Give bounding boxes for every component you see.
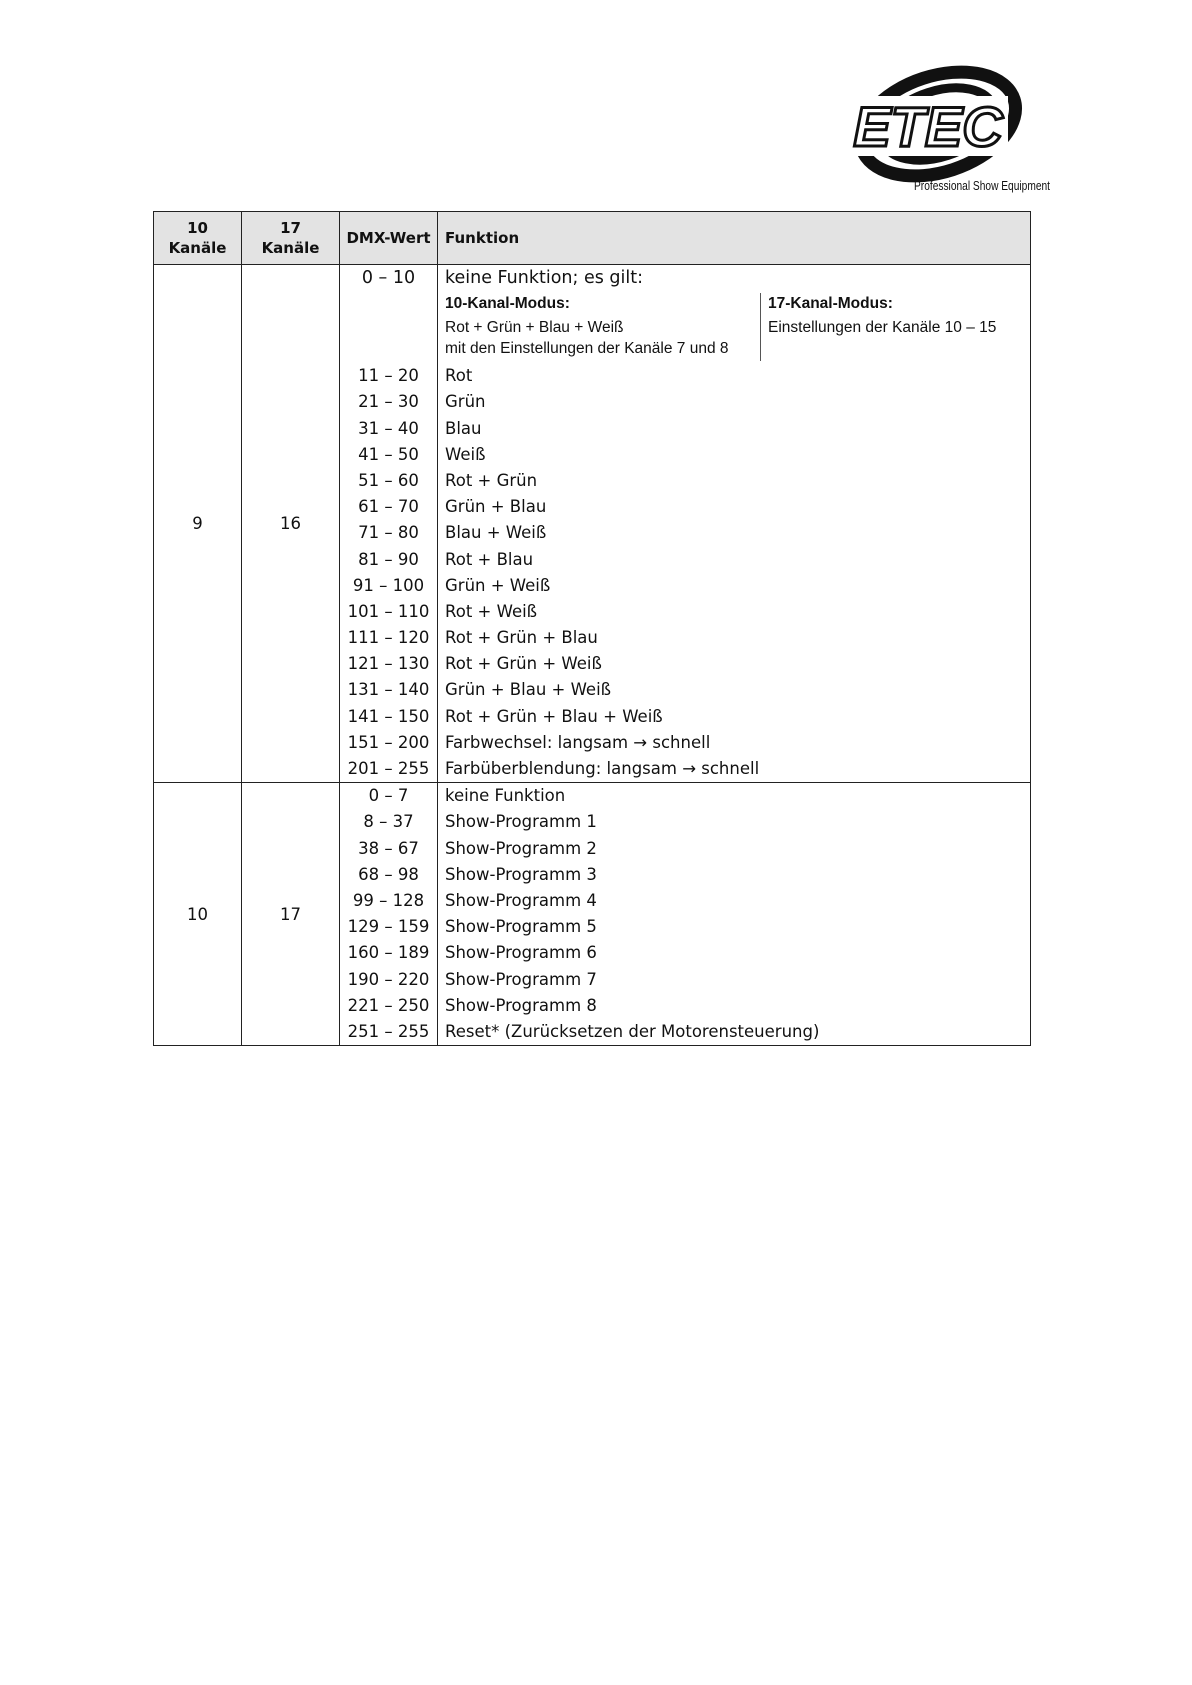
dmx-value: 68 – 98	[358, 864, 419, 884]
dmx-value: 111 – 120	[347, 628, 430, 648]
mode-notes	[438, 291, 1030, 363]
channel-10-mode-cell: 10	[154, 783, 242, 1046]
mode-10-note: 10-Kanal-Modus: Rot + Grün + Blau + Weiß mit den Einstellungen der Kanäle 7 und 8	[445, 295, 729, 358]
table-row-channel-9	[154, 265, 1031, 783]
function-text: Blau + Weiß	[445, 523, 547, 543]
function-text: Show-Programm 5	[445, 917, 597, 937]
dmx-value: 151 – 200	[347, 732, 430, 752]
function-text: Rot + Weiß	[445, 601, 538, 621]
dmx-value: 0 – 7	[368, 786, 409, 806]
function-text: Farbwechsel: langsam → schnell	[445, 732, 711, 752]
dmx-value: 121 – 130	[347, 654, 430, 674]
function-text: Show-Programm 7	[445, 969, 597, 989]
dmx-value: 190 – 220	[347, 969, 430, 989]
dmx-value: 71 – 80	[358, 523, 419, 543]
dmx-value: 201 – 255	[347, 759, 430, 778]
dmx-value: 8 – 37	[363, 812, 414, 832]
dmx-value: 51 – 60	[358, 470, 419, 490]
svg-text:Professional Show Equipment: Professional Show Equipment	[914, 178, 1051, 193]
svg-text:ETEC: ETEC	[853, 95, 1003, 158]
function-text: Show-Programm 6	[445, 943, 597, 963]
channel-10-mode-cell: 9	[154, 265, 242, 783]
dmx-value: 160 – 189	[347, 943, 430, 963]
dmx-value: 38 – 67	[358, 838, 419, 858]
dmx-value: 91 – 100	[352, 575, 425, 595]
dmx-value: 0 – 10	[361, 268, 416, 288]
channel-17-mode-cell: 16	[242, 265, 340, 783]
function-text: Show-Programm 3	[445, 864, 597, 884]
dmx-value-list	[340, 783, 438, 1046]
function-text: Grün + Blau	[445, 497, 547, 517]
function-text: Show-Programm 8	[445, 995, 597, 1015]
dmx-value: 129 – 159	[347, 917, 430, 937]
function-text: Rot + Blau	[445, 549, 534, 569]
function-text: Show-Programm 1	[445, 812, 597, 832]
dmx-value: 81 – 90	[358, 549, 419, 569]
function-text: Grün + Blau + Weiß	[445, 680, 612, 700]
dmx-value: 31 – 40	[358, 418, 419, 438]
dmx-value: 41 – 50	[358, 444, 419, 464]
function-text: Blau	[445, 418, 482, 438]
function-text: Rot	[445, 366, 473, 386]
function-text: Grün	[445, 392, 486, 412]
dmx-value: 101 – 110	[347, 601, 430, 621]
dmx-value: 221 – 250	[347, 995, 430, 1015]
function-text: Farbüberblendung: langsam → schnell	[445, 759, 760, 778]
dmx-value: 251 – 255	[347, 1021, 430, 1041]
dmx-value: 61 – 70	[358, 497, 419, 517]
dmx-value: 141 – 150	[347, 706, 430, 726]
function-list	[438, 265, 1031, 783]
dmx-value: 99 – 128	[352, 890, 425, 910]
mode-17-note: 17-Kanal-Modus: Einstellungen der Kanäle 10 – 15	[760, 293, 1030, 361]
function-text: Show-Programm 4	[445, 890, 597, 910]
table-row-channel-10	[154, 783, 1031, 1046]
function-text: Rot + Grün + Weiß	[445, 654, 602, 674]
function-text: Rot + Grün	[445, 470, 538, 490]
function-text: Reset* (Zurücksetzen der Motorensteuerung)	[445, 1021, 820, 1041]
channel-17-mode-cell: 17	[242, 783, 340, 1046]
function-list	[438, 783, 1031, 1046]
dmx-function-table	[153, 211, 1031, 1046]
dmx-value: 131 – 140	[347, 680, 430, 700]
function-text: Show-Programm 2	[445, 838, 597, 858]
table-header-row	[154, 212, 1031, 265]
etec-logo	[826, 66, 1052, 196]
dmx-value: 21 – 30	[358, 392, 419, 412]
function-text: keine Funktion; es gilt:	[445, 268, 644, 288]
function-text: Rot + Grün + Blau + Weiß	[445, 706, 663, 726]
dmx-value: 11 – 20	[358, 366, 419, 386]
dmx-value-list	[340, 265, 438, 783]
function-text: Weiß	[445, 444, 486, 464]
header-dmx-value: DMX-Wert	[340, 212, 438, 265]
function-text: Grün + Weiß	[445, 575, 551, 595]
header-10-channels: 10 Kanäle	[154, 212, 242, 265]
header-function: Funktion	[438, 212, 1031, 265]
function-text: Rot + Grün + Blau	[445, 628, 598, 648]
header-17-channels: 17 Kanäle	[242, 212, 340, 265]
function-text: keine Funktion	[445, 786, 566, 806]
